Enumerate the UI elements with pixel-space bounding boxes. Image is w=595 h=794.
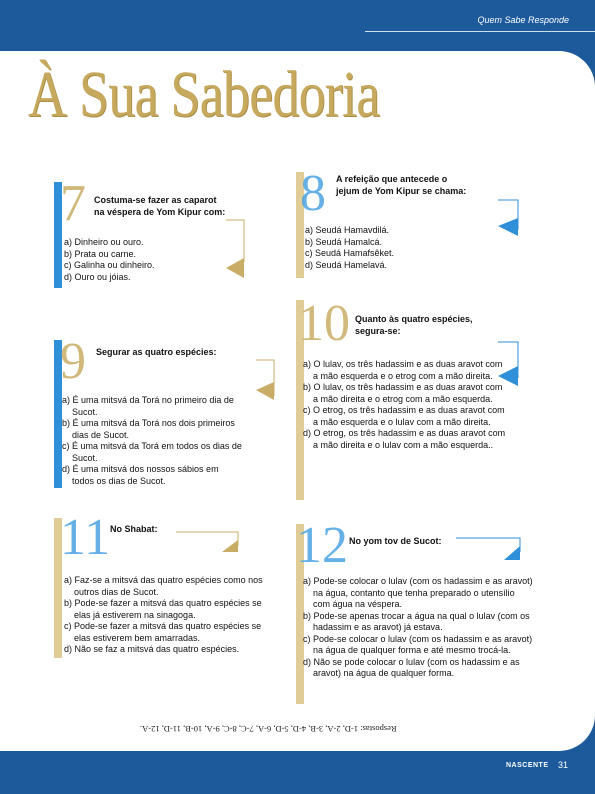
option-c: c) Pode-se fazer a mitsvá das quatro espécies se elas estiverem bem amarradas. (64, 621, 262, 643)
question-number: 8 (300, 165, 326, 222)
option-b: b) É uma mitsvá da Torá nos dois primeiros dias de Sucot. (62, 418, 235, 440)
option-a: a) É uma mitsvá da Torá no primeiro dia de Sucot. (62, 395, 234, 417)
section-label: Quem Sabe Responde (477, 15, 569, 25)
option-c: c) Seudá Hamafsêket. (305, 248, 395, 258)
option-b: b) O lulav, os três hadassim e as duas aravot com a mão direita e o etrog com a mão esquerda. (303, 382, 503, 404)
option-d: d) É uma mitsvá dos nossos sábios em todos os dias de Sucot. (62, 464, 219, 486)
option-d: d) Não se pode colocar o lulav (com os hadassim e as aravot) na água de qualquer forma. (303, 656, 520, 678)
option-a: a) Dinheiro ou ouro. (64, 237, 144, 247)
question-text: No Shabat: (110, 524, 158, 534)
options-list (303, 359, 508, 451)
blue-bracket (456, 534, 528, 568)
option-b: b) Seudá Hamalcá. (305, 236, 383, 247)
answer-key: Respostas: 1-D, 2-A, 3-B, 4-D, 5-D, 6-A, 7-C, 8-C, 9-A, 10-B, 11-D, 12-A. (140, 724, 397, 734)
option-d: d) Seudá Hamelavá. (305, 259, 388, 270)
options-list (64, 237, 234, 283)
option-b: b) Pode-se fazer a mitsvá das quatro espécies se elas já estiverem na sinagoga. (64, 598, 262, 620)
option-d: d) O etrog, os três hadassim e as duas aravot com a mão direita e o lulav com a mão esquerda.. (303, 428, 506, 450)
page-number: 31 (558, 760, 569, 770)
option-b: b) Pode-se apenas trocar a água na qual o lulav (com os hadassim e as aravot) já estava. (303, 610, 530, 632)
option-c: c) É uma mitsvá da Torá em todos os dias de Sucot. (62, 441, 242, 463)
option-d: d) Ouro ou jóias. (64, 271, 131, 282)
question-number: 9 (60, 333, 86, 390)
magazine-logo: NASCENTE (506, 762, 549, 769)
option-a: a) O lulav, os três hadassim e as duas aravot com a mão esquerda e o etrog com a mão direita. (303, 359, 503, 381)
header-divider (365, 31, 595, 32)
page-title: À Sua Sabedoria (28, 58, 380, 131)
gold-bracket (176, 528, 246, 562)
option-c: c) Pode-se colocar o lulav (com os hadassim e as aravot) na água de qualquer forma e até mesmo trocá-la. (303, 633, 533, 655)
question-text: Costuma-se fazer as caparot na véspera de Yom Kipur com: (94, 195, 226, 217)
question-number: 11 (60, 509, 111, 566)
question-text: Segurar as quatro espécies: (96, 347, 217, 357)
blue-bracket (498, 194, 522, 248)
option-a: a) Faz-se a mitsvá das quatro espécies como nos outros dias de Sucot. (64, 575, 263, 597)
option-c: c) Galinha ou dinheiro. (64, 260, 155, 270)
options-list (303, 576, 533, 680)
question-text: No yom tov de Sucot: (349, 536, 442, 546)
options-list (62, 395, 242, 487)
question-text: A refeição que antecede o jejum de Yom Kipur se chama: (336, 174, 467, 196)
option-a: a) Pode-se colocar o lulav (com os hadassim e as aravot) na água, contanto que tenha preparado o utensílio com água na véspera. (303, 576, 533, 609)
options-list (305, 225, 495, 271)
option-a: a) Seudá Hamavdilá. (305, 225, 390, 235)
question-number: 7 (60, 175, 86, 232)
question-number: 12 (296, 517, 348, 574)
question-number: 10 (298, 295, 350, 352)
options-list (64, 575, 276, 656)
option-b: b) Prata ou carne. (64, 248, 137, 259)
gold-bracket (256, 356, 278, 408)
option-c: c) O etrog, os três hadassim e as duas aravot com a mão esquerda e o lulav com a mão direita. (303, 405, 505, 427)
option-d: d) Não se faz a mitsvá das quatro espécies. (64, 644, 240, 654)
question-text: Quanto às quatro espécies, segura-se: (355, 314, 473, 336)
